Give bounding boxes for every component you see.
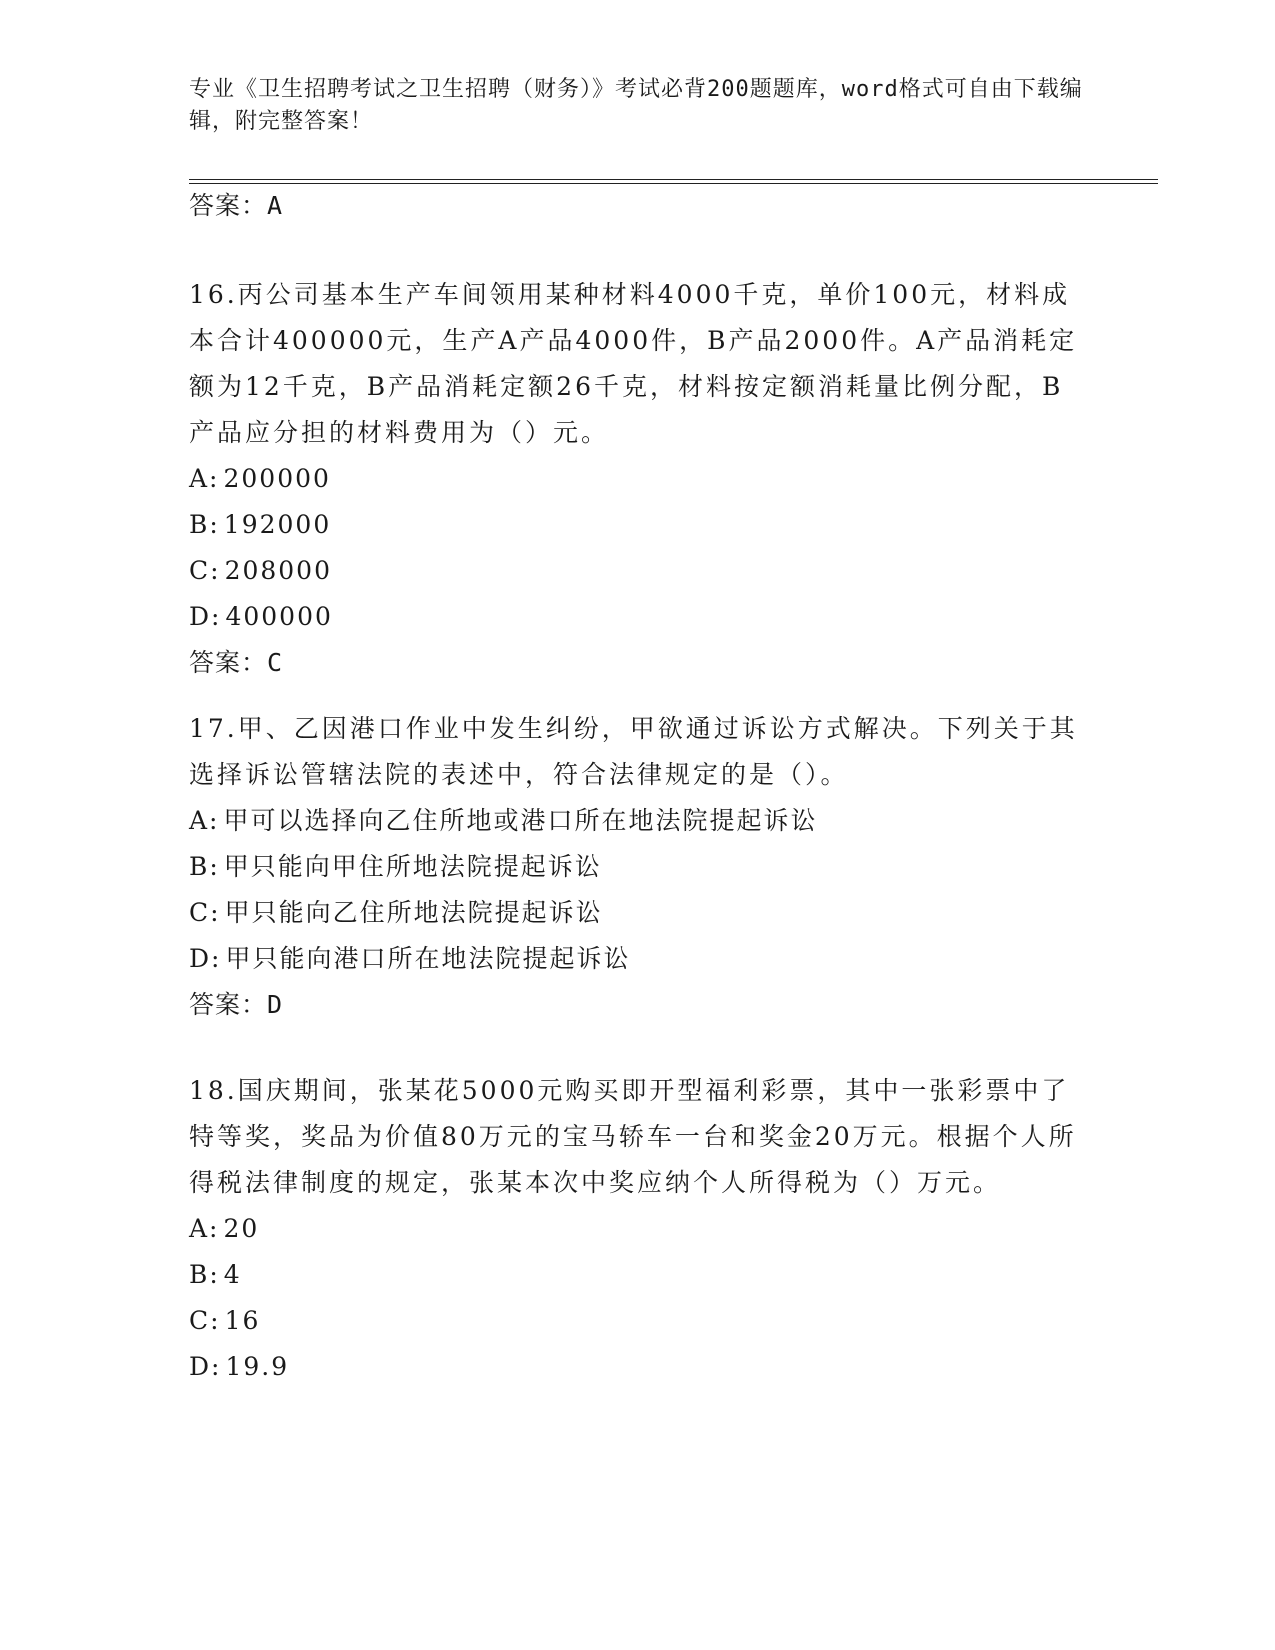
- option-a: [189, 1206, 1089, 1252]
- option-key: C:: [189, 556, 221, 585]
- option-d: [189, 594, 1089, 640]
- option-b: [189, 1252, 1089, 1298]
- option-key: B:: [189, 510, 220, 539]
- question-block-17: [189, 706, 1089, 1022]
- header-divider-top: [189, 179, 1158, 180]
- answer-line: 答案：D: [189, 990, 284, 1019]
- option-key: A:: [189, 1214, 220, 1243]
- option-value: 208000: [224, 556, 332, 585]
- option-value: 4: [223, 1260, 242, 1289]
- option-a: [189, 798, 1089, 844]
- option-b: [189, 844, 1089, 890]
- option-value: 16: [224, 1306, 261, 1335]
- option-a: [189, 456, 1089, 502]
- option-value: 400000: [225, 602, 333, 631]
- option-key: B:: [189, 852, 220, 881]
- question-block-16: [189, 272, 1089, 680]
- question-text: 16.丙公司基本生产车间领用某种材料4000千克，单价100元，材料成本合计400000元，生产A产品4000件，B产品2000件。A产品消耗定额为12千克，B产品消耗定额26千克，材料按定额消耗量比例分配，B产品应分担的材料费用为（）元。: [189, 280, 1078, 447]
- option-key: A:: [189, 806, 220, 835]
- option-value: 甲可以选择向乙住所地或港口所在地法院提起诉讼: [223, 806, 818, 835]
- option-value: 19.9: [225, 1352, 290, 1381]
- option-value: 甲只能向港口所在地法院提起诉讼: [225, 944, 631, 973]
- option-value: 甲只能向乙住所地法院提起诉讼: [224, 898, 603, 927]
- option-d: [189, 1344, 1089, 1390]
- option-key: C:: [189, 1306, 221, 1335]
- option-key: A:: [189, 464, 220, 493]
- header-divider-bottom: [189, 183, 1158, 184]
- option-value: 192000: [223, 510, 332, 539]
- option-key: C:: [189, 898, 221, 927]
- option-key: D:: [189, 602, 222, 631]
- option-c: [189, 1298, 1089, 1344]
- option-c: [189, 548, 1089, 594]
- option-d: [189, 936, 1089, 982]
- answer-line: 答案：C: [189, 648, 284, 677]
- option-value: 甲只能向甲住所地法院提起诉讼: [223, 852, 602, 881]
- option-value: 200000: [223, 464, 331, 493]
- question-block-18: [189, 1068, 1089, 1390]
- option-key: D:: [189, 1352, 222, 1381]
- option-c: [189, 890, 1089, 936]
- question-text: 17.甲、乙因港口作业中发生纠纷，甲欲通过诉讼方式解决。下列关于其选择诉讼管辖法院的表述中，符合法律规定的是（）。: [189, 714, 1078, 789]
- option-key: B:: [189, 1260, 220, 1289]
- option-b: [189, 502, 1089, 548]
- option-key: D:: [189, 944, 222, 973]
- option-value: 20: [223, 1214, 260, 1243]
- page-header-text: 专业《卫生招聘考试之卫生招聘（财务）》考试必背200题题库，word格式可自由下载编辑，附完整答案！: [189, 77, 1083, 134]
- answer-line: 答案：A: [189, 191, 284, 220]
- question-text: 18.国庆期间，张某花5000元购买即开型福利彩票，其中一张彩票中了特等奖，奖品为价值80万元的宝马轿车一台和奖金20万元。根据个人所得税法律制度的规定，张某本次中奖应纳个人所得税为（）万元。: [189, 1076, 1077, 1197]
